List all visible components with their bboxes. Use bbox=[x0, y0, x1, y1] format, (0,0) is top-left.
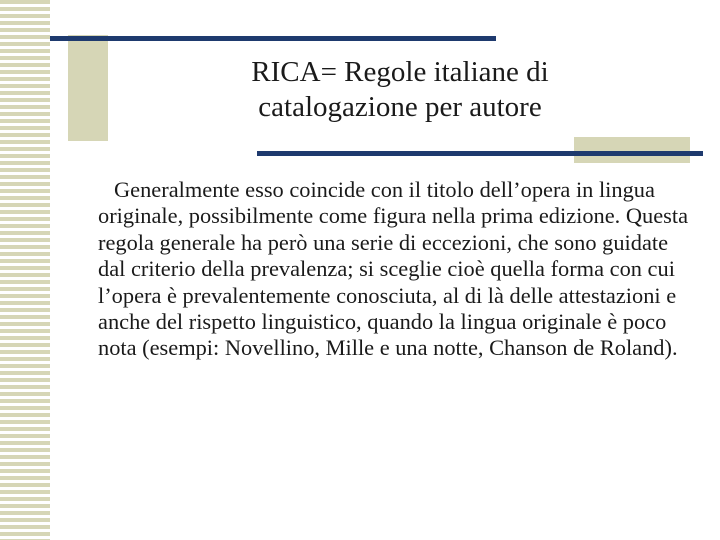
title-rule-top bbox=[50, 36, 496, 41]
decorative-stripe-bar bbox=[0, 0, 50, 540]
title-rule-bottom bbox=[257, 151, 703, 156]
slide-title: RICA= Regole italiane di catalogazione per autore bbox=[251, 56, 549, 123]
decorative-accent-block-top bbox=[68, 35, 108, 141]
slide-body-text: Generalmente esso coincide con il titolo dell’opera in lingua originale, possibilmente come figura nella prima edizione. Questa regola generale ha però una serie di eccezioni, che sono guidate dal criterio della prevalenza; si sceglie cioè quella forma con cui l’opera è prevalentemente conosciuta, al di là delle attestazioni e anche del rispetto linguistico, quando la lingua originale è poco nota (esempi: Novellino, Mille e una notte, Chanson de Roland). bbox=[98, 177, 689, 361]
decorative-accent-block-bottom bbox=[574, 137, 690, 163]
